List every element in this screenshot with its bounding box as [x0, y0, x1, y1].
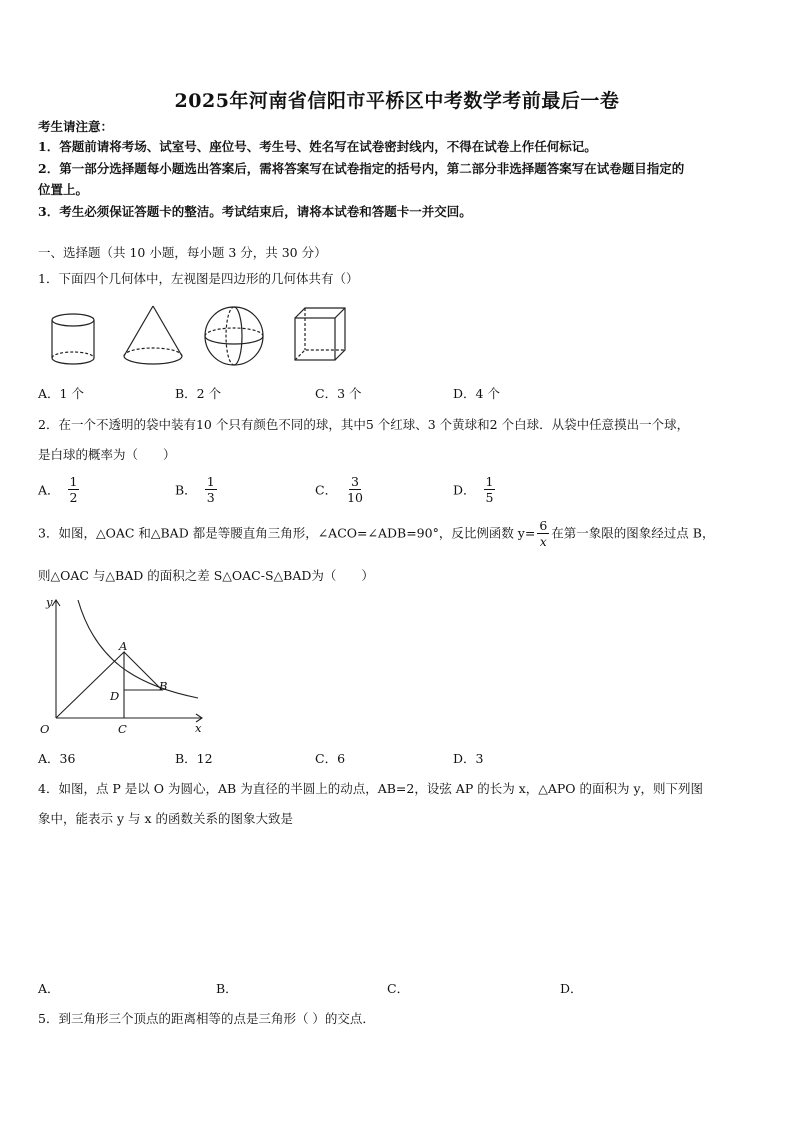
q4-option-c: C． [387, 981, 410, 996]
y-axis-label: y [46, 595, 53, 609]
fraction-denominator: x [539, 534, 547, 549]
q5-stem: 5．到三角形三个顶点的距离相等的点是三角形（ ）的交点． [38, 1011, 375, 1026]
q1-solids-figure [40, 304, 360, 374]
point-c-label: C [118, 722, 127, 736]
section-heading: 一、选择题（共 10 小题，每小题 3 分，共 30 分） [38, 245, 327, 260]
option-label: D． [453, 482, 476, 498]
cylinder-icon [52, 314, 94, 364]
triangle-oac [56, 652, 124, 718]
q1-option-d: D．4 个 [453, 386, 500, 401]
fraction [205, 474, 217, 505]
fraction-numerator: 6 [539, 518, 548, 533]
x-axis-label: x [195, 721, 202, 735]
q2-stem-line2: 是白球的概率为（ ） [38, 447, 176, 462]
notice-item: 2．第一部分选择题每小题选出答案后，需将答案写在试卷指定的括号内，第二部分非选择题答案写在试卷题目指定的 [38, 161, 685, 176]
q2-option-d [453, 474, 495, 505]
page-title: 2025年河南省信阳市平桥区中考数学考前最后一卷 [174, 90, 620, 112]
point-d-label: D [110, 689, 120, 703]
q4-option-d: D． [560, 981, 583, 996]
q3-stem-line2: 则△OAC 与△BAD 的面积之差 S△OAC-S△BAD为（ ） [38, 568, 374, 583]
option-label: B． [175, 482, 197, 498]
q4-option-b: B． [216, 981, 238, 996]
fraction-denominator: 10 [347, 490, 363, 505]
q2-option-c [315, 474, 365, 505]
fraction-numerator: 1 [206, 474, 215, 489]
q3-figure [38, 592, 208, 740]
cube-icon [295, 308, 345, 360]
option-label: C． [315, 482, 338, 498]
fraction-numerator: 3 [351, 474, 359, 489]
q3-option-c: C．6 [315, 751, 346, 766]
q1-option-a: A．1 个 [38, 386, 84, 401]
q4-stem-line2: 象中，能表示 y 与 x 的函数关系的图象大致是 [38, 811, 294, 826]
option-label: A． [38, 482, 60, 498]
q3-option-d: D．3 [453, 751, 484, 766]
q3-stem-part-a: 3．如图，△OAC 和△BAD 都是等腰直角三角形，∠ACO=∠ADB=90°，反比例函数 y= [38, 525, 536, 541]
notice-item: 3．考生必须保证答题卡的整洁。考试结束后，请将本试卷和答题卡一并交回。 [38, 204, 472, 219]
point-a-label: A [119, 639, 128, 653]
cone-icon [124, 306, 182, 364]
point-o-label: O [40, 722, 50, 736]
q3-stem-part-b: 在第一象限的图象经过点 B， [551, 525, 715, 541]
point-b-label: B [159, 679, 168, 693]
q2-option-b [175, 474, 217, 505]
notice-item: 位置上。 [38, 182, 89, 197]
triangle-bad [124, 652, 162, 690]
q3-option-a: A．36 [38, 751, 76, 766]
q2-option-a [38, 474, 79, 505]
notice-item: 1．答题前请将考场、试室号、座位号、考生号、姓名写在试卷密封线内，不得在试卷上作任何标记。 [38, 139, 597, 154]
fraction [484, 474, 496, 505]
fraction [537, 518, 549, 549]
fraction-denominator: 3 [206, 490, 215, 505]
q2-stem: 2．在一个不透明的袋中装有10 个只有颜色不同的球，其中5 个红球、3 个黄球和2 个白球．从袋中任意摸出一个球， [38, 417, 690, 432]
fraction [68, 474, 80, 505]
notice-heading: 考生请注意： [38, 119, 114, 134]
fraction-denominator: 2 [69, 490, 78, 505]
fraction-numerator: 1 [69, 474, 78, 489]
hyperbola-curve [78, 600, 198, 698]
fraction [345, 474, 365, 505]
q4-option-a: A． [38, 981, 60, 996]
q1-option-c: C．3 个 [315, 386, 362, 401]
q3-stem [38, 518, 714, 549]
fraction-denominator: 5 [485, 490, 494, 505]
q4-stem: 4．如图，点 P 是以 O 为圆心，AB 为直径的半圆上的动点，AB=2，设弦 AP 的长为 x，△APO 的面积为 y，则下列图 [38, 781, 704, 796]
q3-option-b: B．12 [175, 751, 213, 766]
q1-stem: 1．下面四个几何体中，左视图是四边形的几何体共有（） [38, 271, 359, 286]
fraction-numerator: 1 [485, 474, 494, 489]
sphere-icon [205, 307, 263, 365]
q1-option-b: B．2 个 [175, 386, 222, 401]
